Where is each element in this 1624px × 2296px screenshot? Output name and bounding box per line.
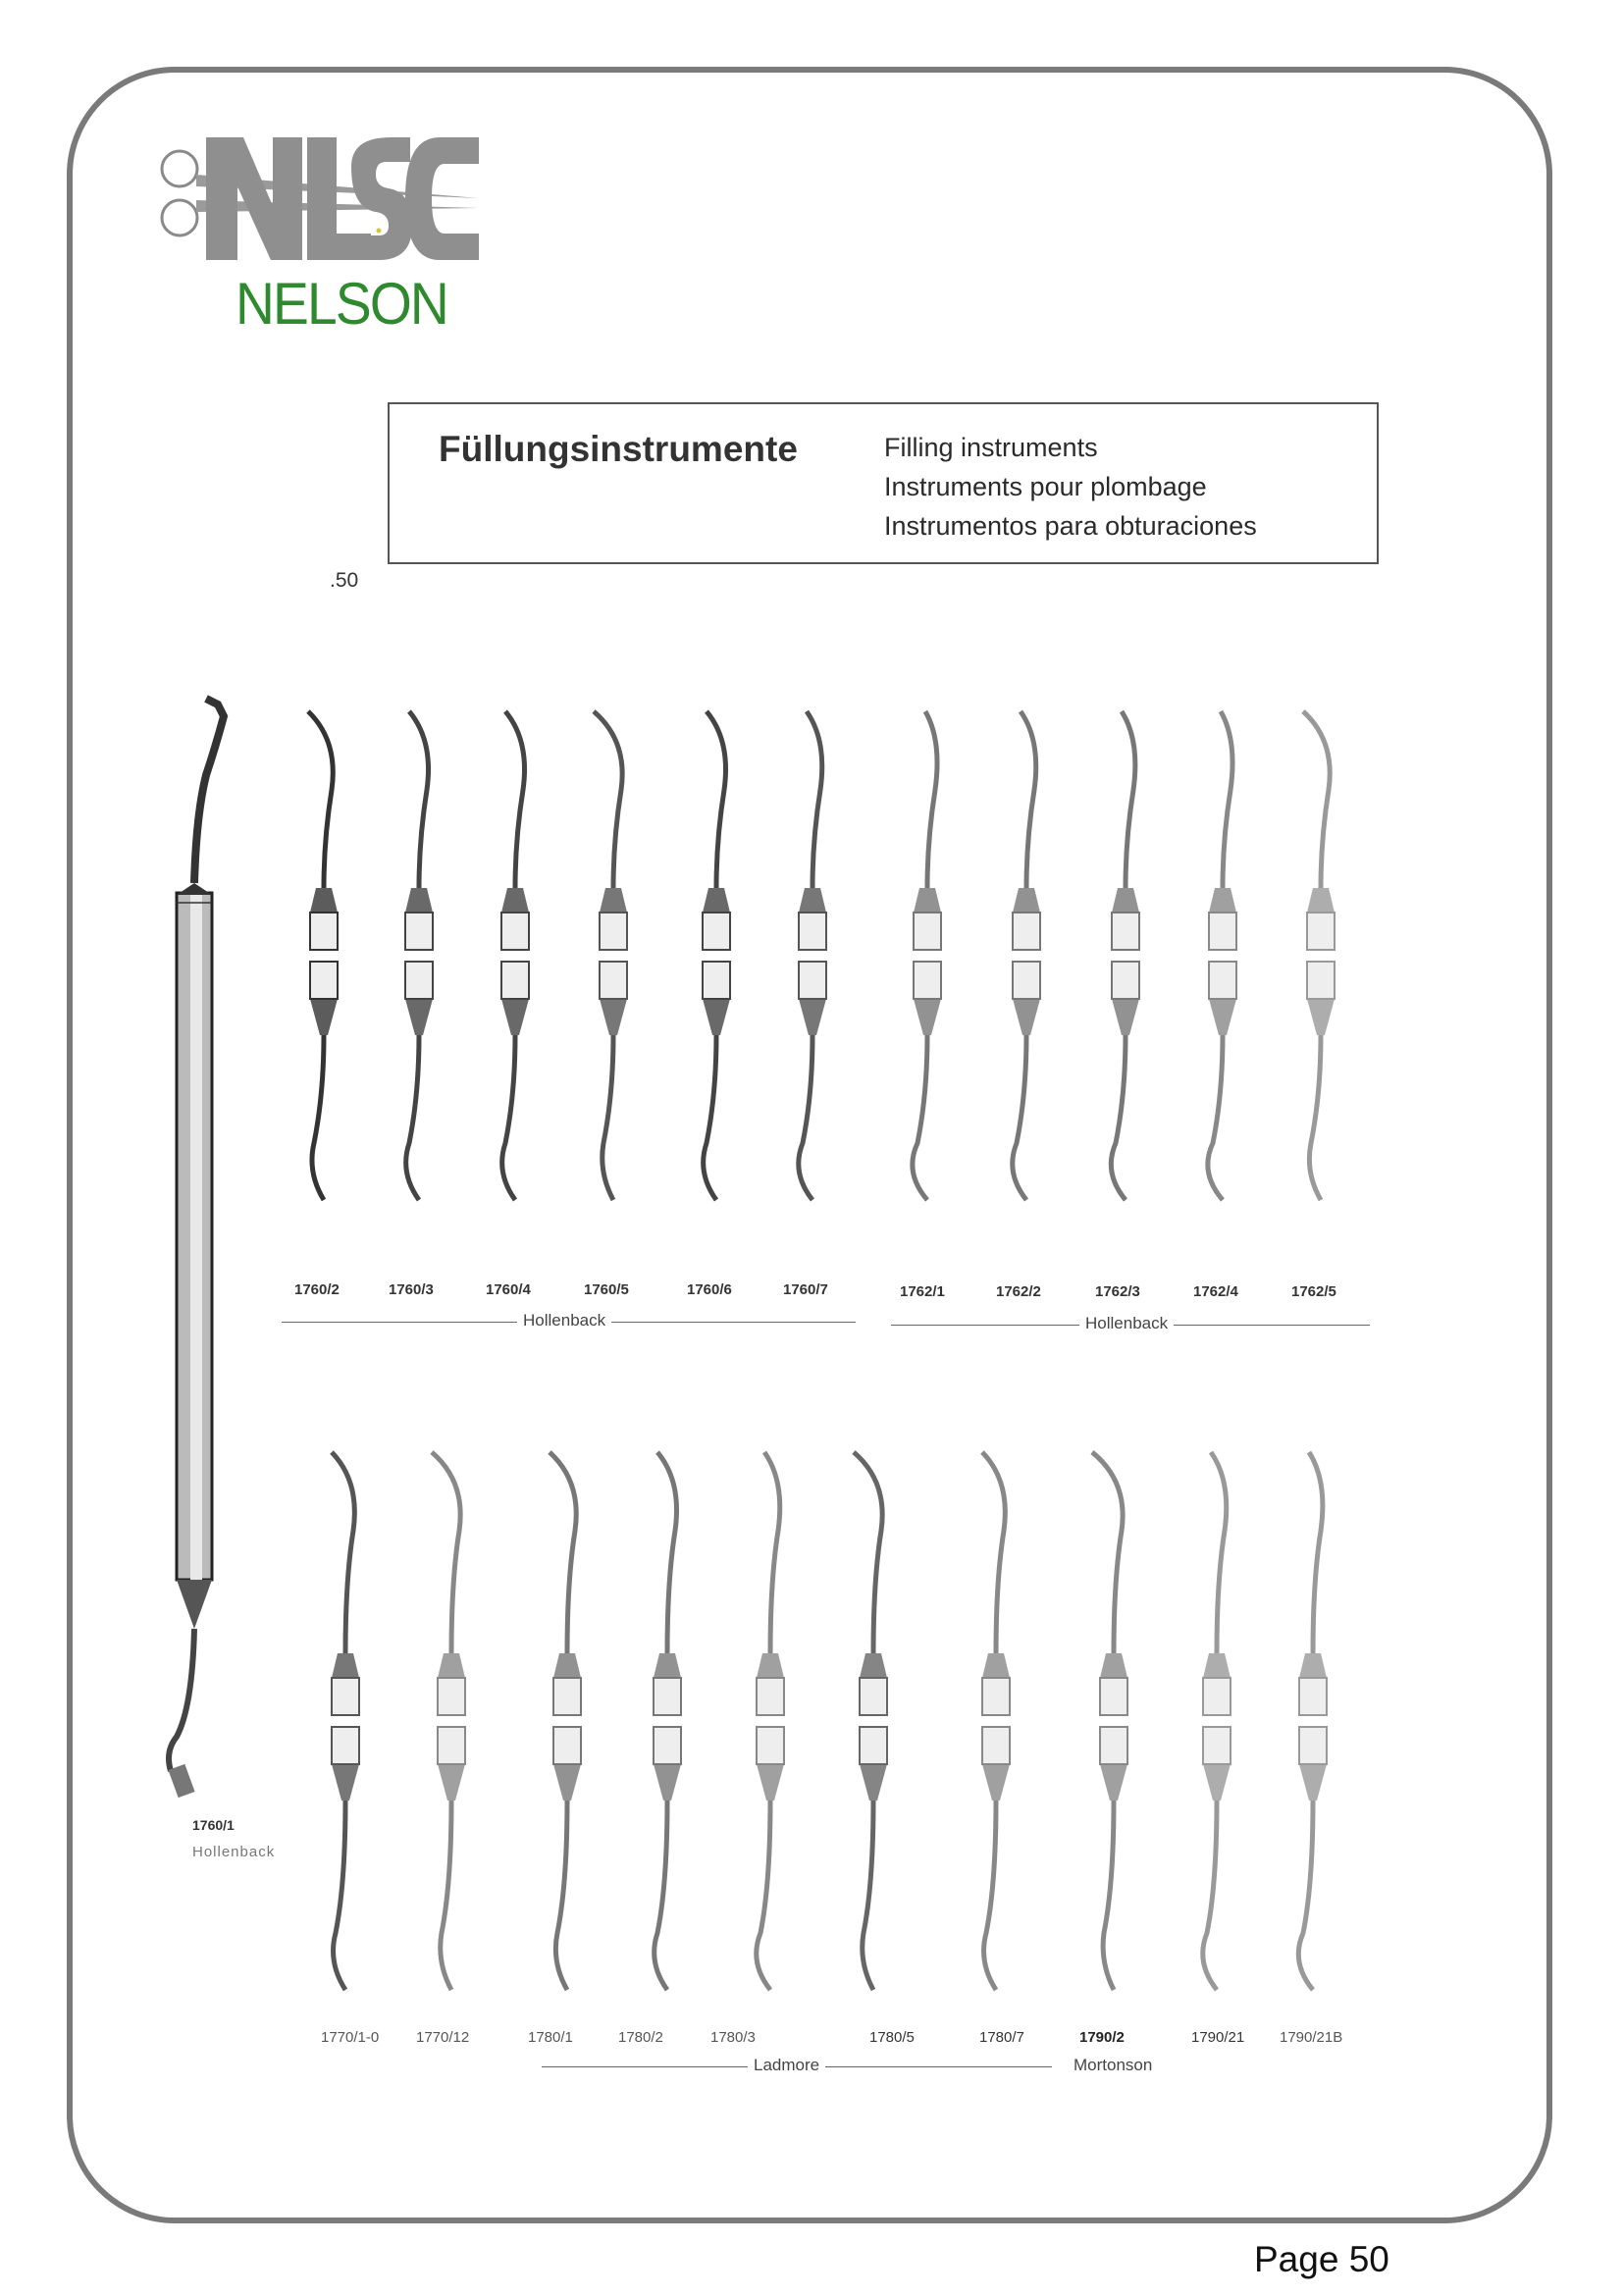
group-name: Mortonson bbox=[1074, 2056, 1153, 2074]
instrument-code: 1762/4 bbox=[1193, 1283, 1238, 1300]
instrument-image bbox=[574, 702, 653, 1212]
group-name: Hollenback bbox=[1079, 1314, 1174, 1333]
instrument-image bbox=[957, 1442, 1035, 2002]
group-name: Ladmore bbox=[748, 2056, 825, 2075]
instrument-code: 1780/5 bbox=[869, 2029, 915, 2046]
instrument-code: 1770/1-0 bbox=[321, 2029, 380, 2046]
side-instrument-code: 1760/1 bbox=[192, 1817, 235, 1833]
instrument-code: 1760/7 bbox=[783, 1281, 828, 1298]
instrument-code: 1790/2 bbox=[1079, 2029, 1125, 2046]
instrument-code: 1760/6 bbox=[687, 1281, 732, 1298]
instrument-image bbox=[1274, 1442, 1352, 2002]
instrument-image bbox=[1183, 702, 1262, 1212]
instrument-code: 1780/7 bbox=[979, 2029, 1024, 2046]
title-spanish: Instrumentos para obturaciones bbox=[884, 511, 1257, 541]
instrument-image bbox=[834, 1442, 913, 2002]
title-english: Filling instruments bbox=[884, 433, 1098, 462]
instrument-image bbox=[773, 702, 852, 1212]
instrument-1760-1-image bbox=[147, 687, 236, 1815]
instrument-image bbox=[306, 1442, 385, 2002]
instrument-image bbox=[412, 1442, 491, 2002]
instrument-code: 1762/3 bbox=[1095, 1283, 1140, 1300]
instrument-image bbox=[1282, 702, 1360, 1212]
instrument-code: 1780/3 bbox=[710, 2029, 756, 2046]
instrument-image bbox=[528, 1442, 606, 2002]
page-footer: Page 50 bbox=[1254, 2239, 1389, 2279]
title-german: Füllungsinstrumente bbox=[439, 429, 798, 469]
instrument-code: 1760/2 bbox=[294, 1281, 340, 1298]
instrument-image bbox=[476, 702, 554, 1212]
instrument-code: 1762/1 bbox=[900, 1283, 945, 1300]
instrument-image bbox=[987, 702, 1066, 1212]
instrument-code: 1770/12 bbox=[416, 2029, 470, 2046]
instrument-image bbox=[285, 702, 363, 1212]
title-translations bbox=[884, 428, 1257, 546]
title-box bbox=[388, 402, 1379, 564]
instrument-image bbox=[677, 702, 756, 1212]
instrument-code: 1760/4 bbox=[486, 1281, 531, 1298]
instrument-image bbox=[380, 702, 458, 1212]
instrument-code: 1780/2 bbox=[618, 2029, 663, 2046]
instrument-image bbox=[628, 1442, 707, 2002]
instrument-image bbox=[1178, 1442, 1256, 2002]
instrument-image bbox=[1086, 702, 1165, 1212]
instrument-code: 1762/5 bbox=[1291, 1283, 1336, 1300]
group-name: Hollenback bbox=[517, 1311, 611, 1331]
side-instrument-family: Hollenback bbox=[192, 1844, 276, 1860]
title-french: Instruments pour plombage bbox=[884, 472, 1207, 501]
instrument-code: 1760/5 bbox=[584, 1281, 629, 1298]
instrument-code: 1790/21 bbox=[1191, 2029, 1245, 2046]
catalog-page-number: .50 bbox=[330, 569, 359, 592]
instrument-code: 1760/3 bbox=[389, 1281, 434, 1298]
instrument-image bbox=[1074, 1442, 1153, 2002]
instrument-code: 1780/1 bbox=[528, 2029, 573, 2046]
instrument-image bbox=[731, 1442, 810, 2002]
instrument-code: 1790/21B bbox=[1280, 2029, 1343, 2046]
instrument-image bbox=[888, 702, 967, 1212]
instrument-code: 1762/2 bbox=[996, 1283, 1041, 1300]
brand-name: NELSON bbox=[236, 271, 447, 337]
nsc-letters bbox=[206, 137, 479, 260]
